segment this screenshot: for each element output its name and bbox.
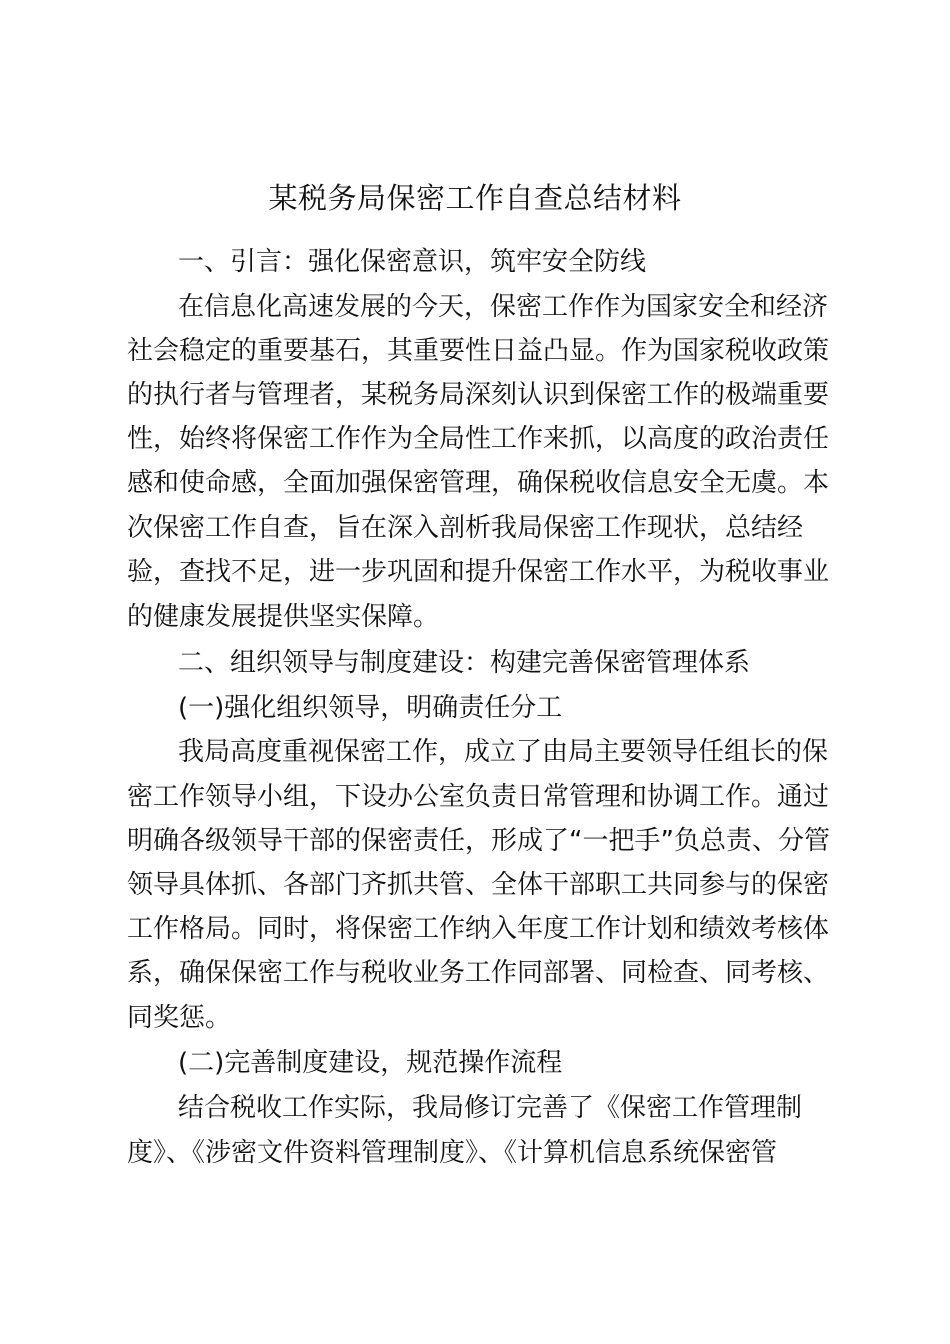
- section-heading-organization: 二、组织领导与制度建设：构建完善保密管理体系: [178, 648, 751, 678]
- paragraph-line: 系，确保保密工作与税收业务工作同部署、同检查、同考核、: [127, 958, 830, 988]
- paragraph-line: 度》、《涉密文件资料管理制度》、《计算机信息系统保密管: [127, 1138, 778, 1168]
- paragraph-line: 结合税收工作实际，我局修订完善了《保密工作管理制: [178, 1093, 803, 1123]
- paragraph-line: 的健康发展提供坚实保障。: [127, 602, 440, 632]
- paragraph-line: 同奖惩。: [127, 1003, 232, 1033]
- paragraph-line: 次保密工作自查，旨在深入剖析我局保密工作现状，总结经: [127, 513, 804, 543]
- subsection-heading-1: (一)强化组织领导，明确责任分工: [178, 693, 563, 723]
- section-heading-intro: 一、引言：强化保密意识，筑牢安全防线: [178, 247, 647, 277]
- paragraph-line: 我局高度重视保密工作，成立了由局主要领导任组长的保: [178, 737, 829, 767]
- paragraph-line: 在信息化高速发展的今天，保密工作作为国家安全和经济: [178, 292, 829, 322]
- paragraph-line: 验，查找不足，进一步巩固和提升保密工作水平，为税收事业: [127, 557, 830, 587]
- paragraph-line: 明确各级领导干部的保密责任，形成了“一把手”负总责、分管: [127, 826, 830, 856]
- paragraph-line: 工作格局。同时，将保密工作纳入年度工作计划和绩效考核体: [127, 914, 830, 944]
- paragraph-line: 的执行者与管理者，某税务局深刻认识到保密工作的极端重要: [127, 380, 830, 410]
- document-title: 某税务局保密工作自查总结材料: [268, 181, 682, 215]
- paragraph-line: 领导具体抓、各部门齐抓共管、全体干部职工共同参与的保密: [127, 870, 830, 900]
- paragraph-line: 密工作领导小组，下设办公室负责日常管理和协调工作。通过: [127, 782, 830, 812]
- paragraph-line: 感和使命感，全面加强保密管理，确保税收信息安全无虞。本: [127, 468, 830, 498]
- paragraph-line: 社会稳定的重要基石，其重要性日益凸显。作为国家税收政策: [127, 336, 830, 366]
- subsection-heading-2: (二)完善制度建设，规范操作流程: [178, 1048, 563, 1078]
- paragraph-line: 性，始终将保密工作作为全局性工作来抓，以高度的政治责任: [127, 424, 830, 454]
